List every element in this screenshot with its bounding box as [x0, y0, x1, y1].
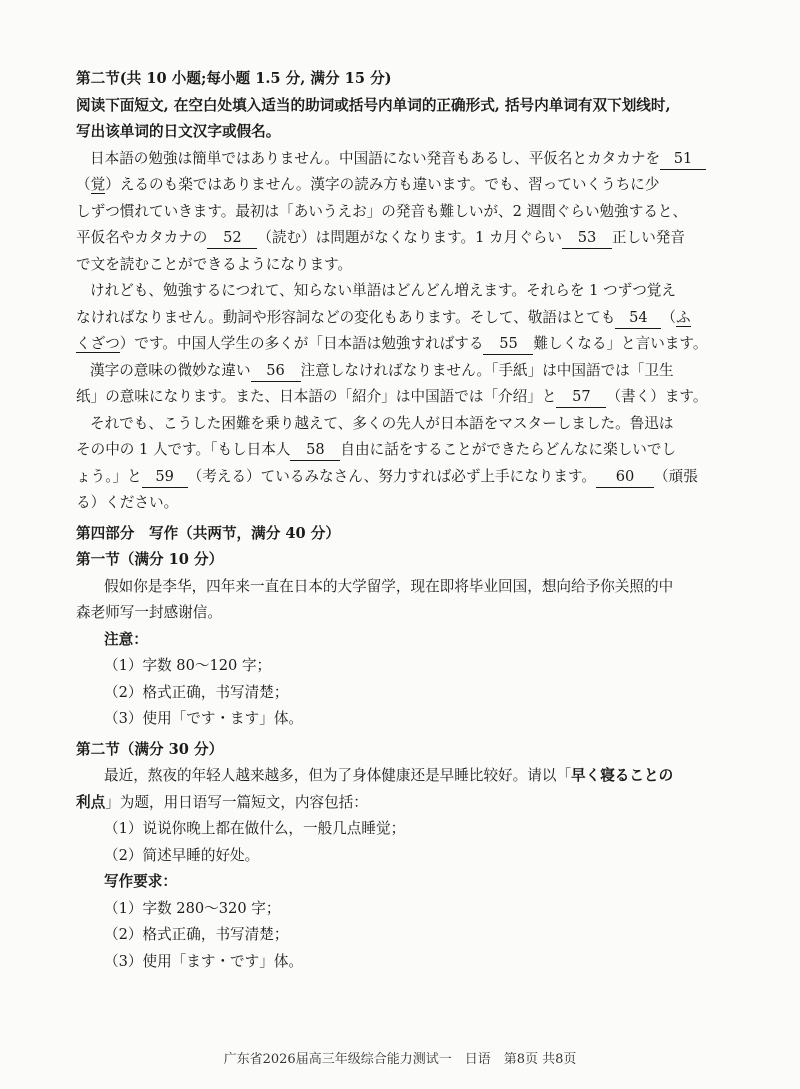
- passage-line: ょう。」と 59 （考える）ているみなさん、努力すれば必ず上手になります。 60 （頑張: [76, 464, 736, 491]
- writing1-header: 第一节（满分 10 分）: [76, 551, 224, 568]
- instruction-line-1: 阅读下面短文, 在空白处填入适当的助词或括号内单词的正确形式, 括号内单词有双下划线时,: [76, 96, 671, 114]
- writing2-req-item: （2）格式正确，书写清楚；: [104, 926, 289, 943]
- section2-header: 第二节(共 10 小题;每小题 1.5 分, 满分 15 分): [76, 70, 392, 87]
- writing1-notes-title: 注意：: [104, 630, 148, 648]
- blank-58[interactable]: 58: [290, 440, 340, 461]
- writing2-req-item: （1）字数 280～320 字；: [104, 899, 281, 917]
- writing1-prompt: 假如你是李华，四年来一直在日本的大学留学，现在即将毕业回国，想向给予你关照的中: [104, 577, 674, 595]
- passage-line: 日本語の勉強は簡単ではありません。中国語にない発音もあるし、平仮名とカタカナを 51: [76, 146, 736, 173]
- instruction-line-2: 写出该单词的日文汉字或假名。: [76, 123, 281, 140]
- passage-line: 纸」の意味になります。また、日本語の「紹介」は中国語では「介绍」と 57 （書く）ます。: [76, 384, 736, 411]
- writing1-note: （2）格式正确，书写清楚；: [104, 683, 289, 701]
- essay-title-cont: 利点: [76, 793, 106, 811]
- writing2-content-item: （2）简述早睡的好处。: [104, 846, 260, 864]
- blank-59[interactable]: 59: [142, 467, 188, 488]
- blank-57[interactable]: 57: [556, 387, 606, 408]
- writing1-note: （3）使用「です・ます」体。: [104, 710, 304, 727]
- writing2-prompt: 利点」为题，用日语写一篇短文，内容包括：: [76, 793, 368, 811]
- writing2-prompt: 最近，熬夜的年轻人越来越多，但为了身体健康还是早睡比较好。请以「早く寝ることの: [104, 767, 674, 784]
- page-footer: 广东省2026届高三年级综合能力测试一 日语 第8页 共8页: [223, 1052, 577, 1067]
- exam-page: [76, 66, 736, 975]
- passage-line: 平仮名やカタカナの 52 （読む）は問題がなくなります。1 カ月ぐらい 53 正しい発音: [76, 225, 736, 252]
- passage-line: で文を読むことができるようになります。: [76, 255, 353, 273]
- passage-line: しずつ慣れていきます。最初は「あいうえお」の発音も難しいが、2 週間ぐらい勉強すると、: [76, 202, 688, 220]
- blank-52[interactable]: 52: [207, 228, 257, 249]
- writing2-req-item: （3）使用「ます・です」体。: [104, 952, 304, 970]
- passage-line: けれども、勉強するにつれて、知らない単語はどんどん増えます。それらを 1 つずつ覚え: [90, 282, 676, 299]
- passage-line: それでも、こうした困難を乗り越えて、多くの先人が日本語をマスターしました。鲁迅は: [90, 414, 674, 432]
- passage-line: くざつ）です。中国人学生の多くが「日本語は勉強すればする 55 難しくなる」と言います。: [76, 331, 736, 358]
- passage-line: 漢字の意味の微妙な違い 56 注意しなければなりません。「手紙」は中国語では「卫生: [76, 358, 736, 385]
- passage-line: る）ください。: [76, 494, 179, 511]
- blank-53[interactable]: 53: [562, 228, 612, 249]
- passage-line: （覚）えるのも楽ではありません。漢字の読み方も違います。でも、習っていくうちに少: [76, 176, 660, 193]
- essay-title: 早く寝ることの: [571, 767, 674, 784]
- blank-54[interactable]: 54: [615, 308, 661, 329]
- writing2-content-item: （1）说说你晚上都在做什么，一般几点睡觉；: [104, 820, 406, 837]
- blank-60[interactable]: 60: [596, 467, 654, 488]
- writing1-prompt: 森老师写一封感谢信。: [76, 604, 222, 621]
- part4-header: 第四部分 写作（共两节，满分 40 分）: [76, 524, 340, 542]
- blank-55[interactable]: 55: [483, 334, 533, 355]
- writing2-header: 第二节（满分 30 分）: [76, 740, 224, 758]
- passage-line: なければなりません。動詞や形容詞などの変化もあります。そして、敬語はとても 54 （ふ: [76, 305, 736, 332]
- underlined-word-54: ふ: [676, 308, 691, 326]
- blank-56[interactable]: 56: [251, 361, 301, 382]
- underlined-word-54-cont: くざつ: [76, 335, 120, 352]
- blank-51[interactable]: 51: [660, 149, 706, 170]
- passage-line: その中の 1 人です。「もし日本人 58 自由に話をすることができたらどんなに楽しいでし: [76, 437, 736, 464]
- writing2-req-title: 写作要求：: [104, 873, 177, 890]
- underlined-word-51: 覚: [90, 176, 106, 193]
- writing1-note: （1）字数 80～120 字；: [104, 657, 272, 674]
